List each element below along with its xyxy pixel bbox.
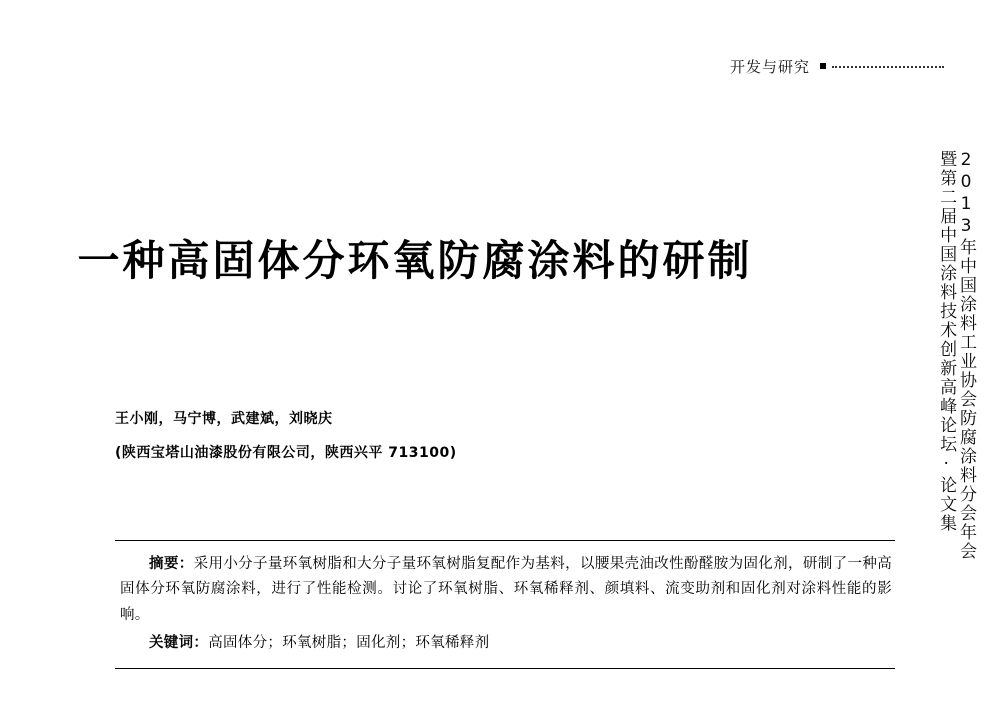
dotted-rule-icon	[832, 66, 944, 68]
page-title: 一种高固体分环氧防腐涂料的研制	[77, 236, 753, 285]
keywords-block	[120, 631, 892, 652]
keywords-text: 高固体分；环氧树脂；固化剂；环氧稀释剂	[208, 635, 490, 651]
page-running-head	[730, 55, 944, 77]
abstract-block	[120, 552, 892, 628]
author-list: 王小刚，马宁博，武建斌，刘晓庆	[115, 411, 333, 427]
abstract-text: 采用小分子量环氧树脂和大分子量环氧树脂复配作为基料，以腰果壳油改性酚醛胺为固化剂，研制了一种高固体分环氧防腐涂料，进行了性能检测。讨论了环氧树脂、环氧稀释剂、颜填料、流变助剂和固化剂对涂料性能的影响。	[120, 556, 892, 623]
running-head-label: 开发与研究	[729, 57, 810, 76]
abstract-label: 摘要：	[149, 556, 194, 572]
square-bullet-icon	[820, 63, 826, 69]
author-affiliation: (陕西宝塔山油漆股份有限公司，陕西兴平 713100)	[115, 445, 457, 461]
keywords-label: 关键词：	[149, 635, 209, 651]
abstract-bottom-rule	[115, 668, 895, 669]
side-banner	[912, 150, 974, 570]
side-banner-line-1: 2013年中国涂料工业协会防腐涂料分会年会	[956, 150, 976, 561]
abstract-top-rule	[115, 540, 895, 541]
side-banner-line-2: 暨第二届中国涂料技术创新高峰论坛·论文集	[936, 150, 957, 533]
